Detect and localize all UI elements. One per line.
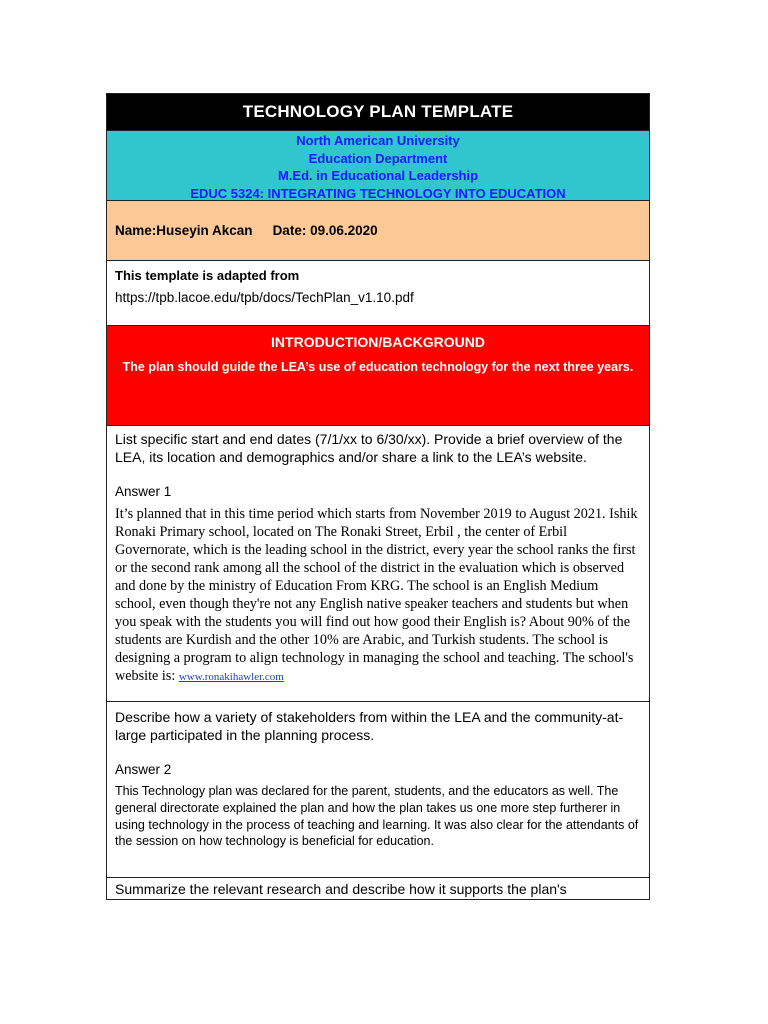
question-1: List specific start and end dates (7/1/xx to 6/30/xx). Provide a brief overview of the LEA, its location and demographics and/or share a link to the LEA’s website. [115, 431, 623, 465]
introduction-subtitle: The plan should guide the LEA’s use of education technology for the next three years. [122, 360, 634, 374]
introduction-heading: INTRODUCTION/BACKGROUND [271, 334, 485, 350]
question-3: Summarize the relevant research and describe how it supports the plan's [115, 881, 567, 897]
question-2: Describe how a variety of stakeholders from within the LEA and the community-at-large participated in the planning process. [115, 709, 624, 743]
document-title: TECHNOLOGY PLAN TEMPLATE [242, 102, 514, 121]
department-name: Education Department [308, 150, 448, 166]
introduction-banner [106, 326, 650, 426]
institution-header [106, 131, 650, 201]
author-row [106, 201, 650, 261]
answer-1-text [115, 505, 641, 686]
degree-name: M.Ed. in Educational Leadership [277, 168, 479, 183]
section-2 [106, 702, 650, 878]
adapted-url: https://tpb.lacoe.edu/tpb/docs/TechPlan_v1.10.pdf [115, 290, 414, 305]
university-name: North American University [296, 133, 460, 148]
course-name: EDUC 5324: INTEGRATING TECHNOLOGY INTO EDUCATION [190, 185, 566, 201]
section-3 [106, 878, 650, 900]
author-name: Name:Huseyin Akcan [115, 223, 253, 238]
answer-2-text: This Technology plan was declared for the parent, students, and the educators as well. The general directorate explained the plan and how the plan takes us one more step furtherer in using technology in the process of teaching and learning. It was also clear for the attendants of the session on how technology is beneficial for education. [115, 784, 639, 849]
answer-2-label: Answer 2 [115, 762, 172, 777]
section-1 [106, 426, 650, 702]
adapted-label: This template is adapted from [115, 268, 300, 283]
author-date: Date: 09.06.2020 [272, 223, 378, 238]
adapted-from-row [106, 261, 650, 326]
answer-1-label: Answer 1 [115, 484, 172, 499]
technology-plan-table [106, 93, 650, 900]
document-title-row [106, 93, 650, 131]
answer-1-body: It’s planned that in this time period which starts from November 2019 to August 2021. Ishik Ronaki Primary school, located on The Ronaki Street, Erbil , the center of Erbil Governorate, which is the leading school in the district, every year the school ranks the first or the second rank among all the school of the district in the evaluation which is observed and done by the ministry of Education From KRG. The school is an English Medium school, even though they're not any English native speaker teachers and students but when you speak with the students you will find out how good their English is? About 90% of the students are Kurdish and the other 10% are Arabic, and Turkish students. The school is designing a program to align technology in managing the school and teaching. The school's website is: [115, 506, 638, 684]
school-website-link[interactable]: www.ronakihawler.com [178, 671, 284, 683]
